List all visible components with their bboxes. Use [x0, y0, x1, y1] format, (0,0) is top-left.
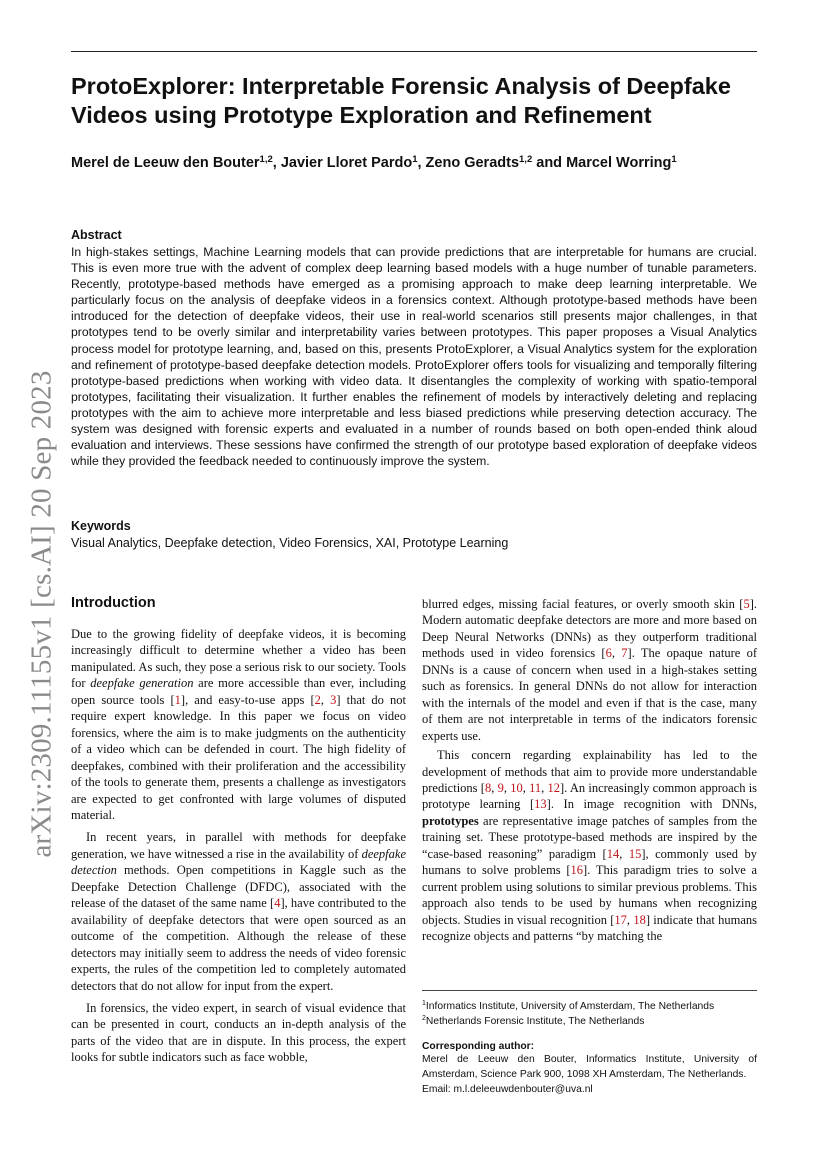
emphasis: deepfake generation — [90, 676, 194, 691]
keywords-text: Visual Analytics, Deepfake detection, Video Forensics, XAI, Prototype Learning — [71, 536, 509, 550]
paper-title — [71, 72, 757, 130]
paper-title-line-2: Videos using Prototype Exploration and Refinement — [71, 102, 652, 128]
right-paragraph-2: This concern regarding explainability has led to the development of methods that aim to provide more understandable predictions [8, 9, 10, 11, 12]. An increasingly common approach is prototype learning [13]. In image recognition with DNNs, prototypes are representative image patches of samples from the training set. These prototype-based methods are inspired by the “case-based reasoning” paradigm [14, 15], commonly used by humans to solve problems [16]. This paradigm tries to solve a current problem using solutions to similar previous problems. This approach also tends to be used by humans when recognizing objects. Studies in visual recognition [17, 18] indicate that humans recognize objects and patterns “by matching the — [422, 748, 758, 944]
citation-link[interactable]: 10 — [510, 780, 523, 795]
citation-link[interactable]: 2 — [314, 692, 321, 707]
citation-link[interactable]: 12 — [547, 780, 560, 795]
citation-link[interactable]: 8 — [484, 780, 492, 795]
footnote-mark: 1 — [422, 1000, 426, 1007]
author-list: Merel de Leeuw den Bouter$^{1,2}$, Javier Lloret Pardo$^1$, Zeno Geradts$^{1,2}$ and Marcel Worring$^1$ — [71, 154, 677, 171]
top-rule — [71, 51, 757, 52]
arxiv-identifier: arXiv:2309.11155v1 [cs.AI] 20 Sep 2023 — [25, 370, 58, 858]
bold-term: prototypes — [422, 813, 479, 828]
footnote-item — [422, 1015, 757, 1030]
paper-title-line-1: ProtoExplorer: Interpretable Forensic Analysis of Deepfake — [71, 73, 731, 99]
intro-paragraph-3: In forensics, the video expert, in search of visual evidence that can be presented in court, conducts an in-depth analysis of the parts of the video that are in dispute. In this process, the expert looks for subtle indicators such as face wobble, — [71, 1000, 406, 1065]
corresponding-author-email: Email: m.l.deleeuwdenbouter@uva.nl — [422, 1084, 593, 1095]
corresponding-author-text: Merel de Leeuw den Bouter, Informatics Institute, University of Amsterdam, Science Park 900, 1098 XH Amsterdam, The Netherlands. — [422, 1054, 757, 1080]
intro-paragraph-2: In recent years, in parallel with methods for deepfake generation, we have witnessed a rise in the availability of deepfake detection methods. Open competitions in Kaggle such as the Deepfake Detection Challenge (DFDC), associated with the release of the dataset of the same name [4], have contributed to the availability of deepfake detectors that were open sourced as an outcome of the competition. Although the release of these detectors may initially seem to address the needs of video forensic experts, the rules of the competition led to completely automated detectors that do not allow for input from the expert. — [71, 830, 406, 993]
citation-link[interactable]: 5 — [743, 597, 750, 611]
citation-link[interactable]: 16 — [570, 863, 584, 878]
author-affiliation-mark: 1,2 — [259, 154, 273, 165]
intro-paragraph-1: Due to the growing fidelity of deepfake videos, it is becoming increasingly difficult to determine whether a video has been manipulated. As such, they pose a serious risk to our society. Tools for deepfake generation are more accessible than ever, including open source tools [1], and easy-to-use apps [2, 3] that do not require expert knowledge. In this paper we focus on video forensics, where the aim is to make judgments on the authenticity of a video which can be defended in court. The high fidelity of deepfakes, combined with their proliferation and the accessibility of the tools to generate them, presents a challenge as investigators are expected to get confronted with large volumes of disputed material. — [71, 627, 406, 822]
corresponding-author-heading: Corresponding author: — [422, 1041, 535, 1052]
citation-link[interactable]: 3 — [330, 692, 337, 707]
footnote-text: Netherlands Forensic Institute, The Netherlands — [425, 1015, 645, 1027]
abstract-heading: Abstract — [71, 228, 122, 242]
abstract-text: In high-stakes settings, Machine Learning models that can provide predictions that are interpretable for humans are crucial. This is even more true with the advent of complex deep learning based models with a huge number of tunable parameters. Recently, prototype-based methods have emerged as a promising approach to make deep learning interpretable. We particularly focus on the analysis of deepfake videos in a forensics context. Although prototype-based methods have been introduced for the detection of deepfake videos, their use in real-world scenarios still presents major challenges, in that prototypes tend to be overly similar and interpretability varies between prototypes. This paper proposes a Visual Analytics process model for prototype learning, and, based on this, presents ProtoExplorer, a Visual Analytics system for the exploration and refinement of prototype-based deepfake detection models. ProtoExplorer offers tools for visualizing and temporally filtering prototype-based predictions when working with video data. It disentangles the complexity of working with spatio-temporal prototypes, facilitating their visualization. It further enables the refinement of models by interactively deleting and replacing prototypes with the aim to achieve more interpretable and less biased predictions while preserving detection accuracy. The system was designed with forensic experts and evaluated in a number of rounds based on both open-ended think aloud evaluation and interviews. These sessions have confirmed the strength of our prototype based exploration of deepfake videos while they provided the feedback needed to continuously improve the system. — [71, 245, 757, 469]
author-name: Marcel Worring — [566, 155, 672, 171]
author-affiliation-mark: 1 — [671, 154, 677, 165]
citation-link[interactable]: 11 — [529, 780, 542, 795]
right-paragraph-1: blurred edges, missing facial features, or overly smooth skin [5]. Modern automatic deepfake detectors are more and more based on Deep Neural Networks (DNNs) as they outperform traditional methods used in video forensics [6, 7]. The opaque nature of DNNs is a cause of concern when used in a high-stakes setting such as forensics. In general DNNs do not allow for interaction with the internals of the model and even if that is the case, many of them are not interpretable in terms of the indicators forensic experts use. — [422, 597, 757, 743]
emphasis: deepfake detection — [71, 846, 406, 878]
left-column — [71, 626, 406, 1066]
right-column — [422, 596, 757, 945]
citation-link[interactable]: 13 — [534, 797, 547, 812]
citation-link[interactable]: 14 — [606, 846, 620, 861]
citation-link[interactable]: 17 — [614, 912, 627, 927]
citation-link[interactable]: 9 — [497, 780, 504, 795]
keywords-heading: Keywords — [71, 519, 131, 533]
author-affiliation-mark: 1,2 — [519, 154, 533, 165]
citation-link[interactable]: 15 — [628, 846, 642, 861]
introduction-heading: Introduction — [71, 595, 156, 611]
footnote-rule — [422, 990, 757, 991]
citation-link[interactable]: 4 — [274, 896, 281, 911]
citation-link[interactable]: 18 — [633, 912, 646, 927]
footnote-item — [422, 1000, 757, 1015]
author-affiliation-mark: 1 — [412, 154, 418, 165]
author-name: Javier Lloret Pardo — [280, 155, 413, 171]
author-name: Merel de Leeuw den Bouter — [71, 155, 260, 171]
author-name: Zeno Geradts — [425, 155, 520, 171]
footnote-mark: 2 — [422, 1014, 426, 1022]
citation-link[interactable]: 1 — [174, 692, 181, 707]
citation-link[interactable]: 6 — [605, 646, 612, 661]
affiliation-footnotes — [422, 1000, 757, 1029]
citation-link[interactable]: 7 — [621, 646, 628, 661]
footnote-text: Informatics Institute, University of Amsterdam, The Netherlands — [425, 1001, 715, 1012]
